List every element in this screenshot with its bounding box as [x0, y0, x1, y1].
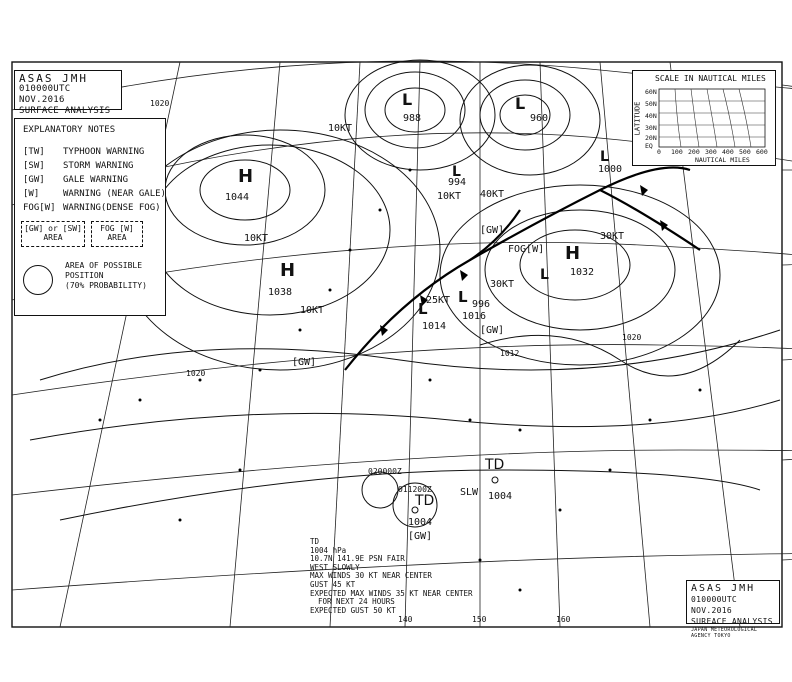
td-note-line: WEST SLOWLY [310, 562, 360, 572]
system-label-L5: L [452, 164, 461, 180]
td-note-line: EXPECTED MAX WINDS 35 KT NEAR CENTER [310, 588, 473, 598]
system-label-L7: L [600, 149, 609, 165]
slw-label: SLW [460, 487, 479, 498]
wind-10kt-a: 10KT [328, 123, 353, 134]
system-label-L3: L [418, 300, 428, 318]
legend-code: [GW] [23, 175, 45, 185]
legend-code: [SW] [23, 161, 45, 171]
legend-area-box-2-label: FOG [W] [100, 224, 134, 233]
scale-lat-tick: 20N [645, 134, 657, 142]
td-note [310, 538, 473, 615]
td-note-line: 1004 hPa [310, 545, 347, 555]
legend-circle-text-2: POSITION [65, 271, 104, 280]
longitude-160: 160 [556, 615, 571, 624]
system-label-L4: L [458, 288, 468, 306]
legend-text: WARNING(DENSE FOG) [63, 203, 161, 213]
wind-25kt: 25KT [426, 295, 451, 306]
legend-item [23, 147, 144, 157]
legend-area-box-1-label: [GW] or [SW] [24, 224, 82, 233]
legend-text: GALE WARNING [63, 175, 129, 185]
scale-lat-label: LATITUDE [633, 101, 642, 136]
system-pressure-988: 988 [403, 113, 422, 124]
td-note-line: TD [310, 537, 320, 546]
scale-x-tick: 200 [688, 148, 700, 156]
scale-lat-tick: EQ [645, 142, 653, 150]
legend-box [14, 118, 166, 316]
wind-40kt: 40KT [480, 189, 505, 200]
scale-x-tick: 500 [739, 148, 751, 156]
longitude-140: 140 [398, 615, 413, 624]
system-pressure-994: 994 [448, 177, 467, 188]
isobar-label-1020c: 1020 [186, 369, 206, 378]
td-note-line: EXPECTED GUST 50 KT [310, 605, 396, 615]
system-pressure-1038: 1038 [268, 287, 293, 298]
scale-box [632, 70, 776, 166]
header-top-title: SURFACE ANALYSIS [19, 106, 111, 116]
system-label-TD1: TD [485, 457, 505, 473]
scale-lat-tick: 30N [645, 124, 657, 132]
scale-x-tick: 400 [722, 148, 734, 156]
gale-warning-1: [GW] [292, 357, 317, 368]
system-pressure-996: 996 [472, 299, 491, 310]
scale-x-tick: 600 [756, 148, 768, 156]
td-note-line: 10.7N 141.9E PSN FAIR [310, 554, 405, 564]
legend-code: FOG[W] [23, 203, 56, 213]
scale-curves [633, 71, 775, 165]
system-pressure-960: 960 [530, 113, 549, 124]
td-note-line: GUST 45 KT [310, 579, 356, 589]
system-label-H3: H [565, 243, 581, 264]
legend-item [23, 189, 166, 199]
system-label-L2: L [515, 94, 526, 113]
legend-text: TYPHOON WARNING [63, 147, 145, 157]
scale-title: SCALE IN NAUTICAL MILES [655, 74, 766, 83]
system-label-H2: H [280, 260, 296, 281]
system-label-L: L [402, 90, 413, 109]
td-note-line: MAX WINDS 30 KT NEAR CENTER [310, 571, 432, 581]
legend-circle-text [65, 261, 147, 291]
gale-warning-3: [GW] [480, 325, 505, 336]
legend-circle-text-3: (70% PROBABILITY) [65, 281, 147, 290]
td-note-line: FOR NEXT 24 HOURS [318, 597, 395, 607]
scale-lat-tick: 40N [645, 112, 657, 120]
scale-lat-tick: 50N [645, 100, 657, 108]
legend-code: [W] [23, 189, 40, 199]
header-top-agency: ASAS JMH [19, 72, 88, 85]
system-pressure-td2: 1004 [408, 517, 433, 528]
system-label-H: H [238, 166, 254, 187]
system-pressure-1044: 1044 [225, 192, 250, 203]
scale-lat-tick: 60N [645, 88, 657, 96]
header-bottom [686, 580, 780, 639]
legend-circle [23, 265, 53, 295]
longitude-150: 150 [472, 615, 487, 624]
legend-code: [TW] [23, 147, 45, 157]
gale-warning-4: [GW] [408, 531, 433, 542]
legend-circle-text-1: AREA OF POSSIBLE [65, 261, 143, 270]
header-bottom-title: SURFACE ANALYSIS [691, 617, 773, 626]
isobar-label-1020a: 1020 [150, 99, 170, 108]
legend-item [23, 161, 133, 171]
system-pressure-1014: 1014 [422, 321, 447, 332]
system-pressure-1000: 1000 [598, 164, 623, 175]
scale-x-label: NAUTICAL MILES [695, 156, 750, 164]
header-bottom-agency: ASAS JMH [691, 583, 756, 594]
system-pressure-1016: 1016 [462, 311, 487, 322]
system-label-TD2: TD [415, 493, 435, 509]
legend-title: EXPLANATORY NOTES [23, 125, 116, 135]
wind-30kt-b: 30KT [490, 279, 515, 290]
legend-area-word: AREA [107, 233, 127, 242]
system-pressure-1032: 1032 [570, 267, 595, 278]
system-label-L8: L [540, 267, 549, 283]
legend-item [23, 175, 128, 185]
gale-warning-2: [GW] [480, 225, 505, 236]
header-bottom-time: 010000UTC NOV.2016 [691, 595, 738, 615]
isobar-label-1012: 1012 [500, 349, 520, 358]
legend-text: WARNING (NEAR GALE) [63, 189, 166, 199]
legend-text: STORM WARNING [63, 161, 134, 171]
scale-x-tick: 300 [705, 148, 717, 156]
scale-x-tick: 100 [671, 148, 683, 156]
header-top-time: 010000UTC NOV.2016 [19, 84, 71, 105]
wind-10kt-c: 10KT [300, 305, 325, 316]
header-bottom-credit: JAPAN METEOROLOGICAL AGENCY TOKYO [691, 627, 758, 639]
legend-area-word: AREA [43, 233, 63, 242]
system-pressure-td1: 1004 [488, 491, 513, 502]
fog-warning: FOG[W] [508, 244, 545, 255]
legend-area-box-2 [91, 221, 143, 247]
isobar-label-1020b: 1020 [622, 333, 642, 342]
legend-area-box-1 [21, 221, 85, 247]
wind-10kt-b: 10KT [244, 233, 269, 244]
wind-30kt-a: 30KT [600, 231, 625, 242]
legend-item [23, 203, 161, 213]
wind-10kt-d: 10KT [437, 191, 462, 202]
forecast-time-2: 011200Z [398, 485, 432, 494]
header-top [14, 70, 122, 116]
scale-x-tick: 0 [657, 148, 661, 156]
forecast-time-1: 020000Z [368, 467, 402, 476]
